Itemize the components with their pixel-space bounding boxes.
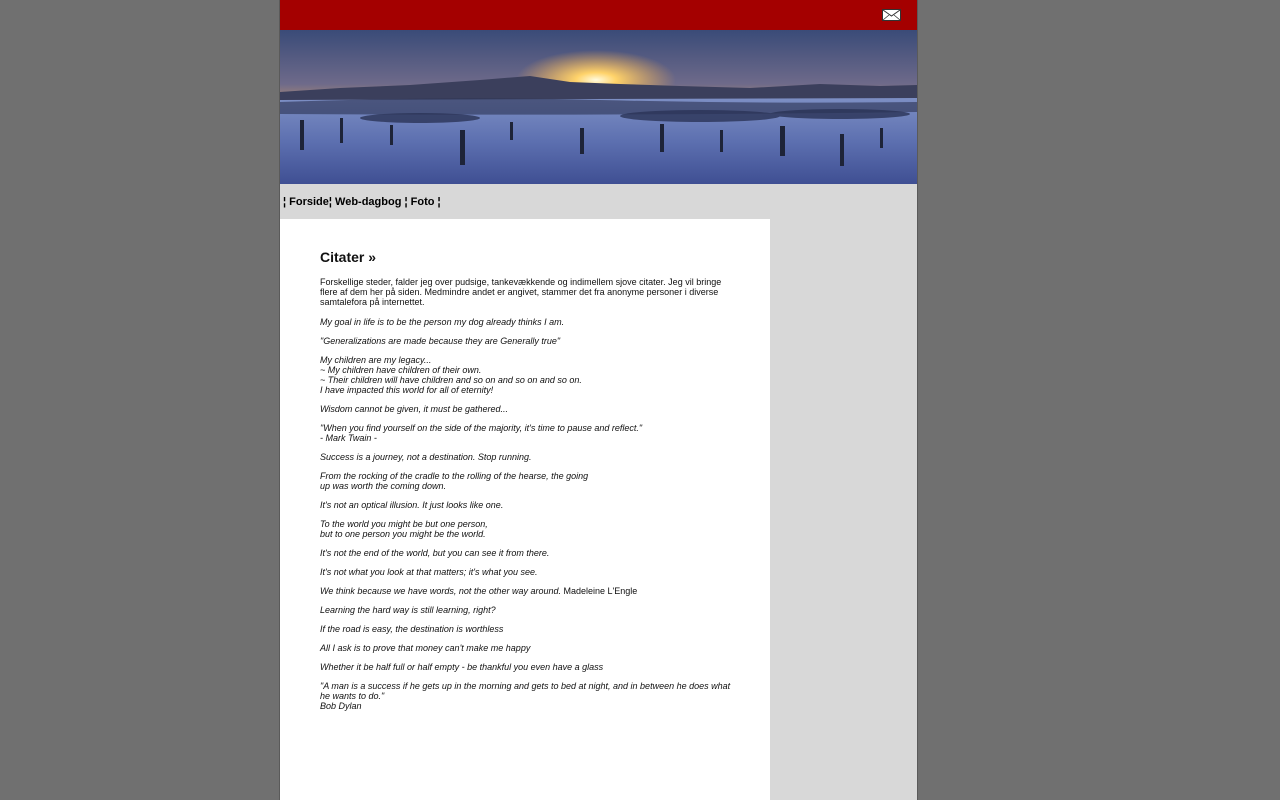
quote-line: All I ask is to prove that money can't make me happy [320, 643, 531, 653]
quote-item [320, 355, 732, 395]
quote-line: Whether it be half full or half empty - be thankful you even have a glass [320, 662, 604, 672]
quote-item [320, 662, 732, 672]
quote-item [320, 605, 732, 615]
winter-sunset-banner [280, 30, 917, 184]
main-nav [283, 196, 441, 208]
quote-line: ~ My children have children of their own. [320, 365, 482, 375]
quote-item [320, 624, 732, 634]
quote-item [320, 423, 732, 443]
quote-line: "A man is a success if he gets up in the morning and gets to bed at night, and in between he does what he wants to do." [320, 681, 731, 701]
quote-line: Wisdom cannot be given, it must be gathered... [320, 404, 509, 414]
quote-line: My goal in life is to be the person my dog already thinks I am. [320, 317, 565, 327]
nav-link-web-dagbog[interactable]: Web-dagbog [335, 196, 402, 208]
nav-separator: ¦ [328, 196, 336, 208]
quote-line: Learning the hard way is still learning, right? [320, 605, 496, 615]
quote-item [320, 471, 732, 491]
main-content [280, 219, 770, 800]
quote-item [320, 336, 732, 346]
quote-line: I have impacted this world for all of eternity! [320, 385, 494, 395]
quote-line: From the rocking of the cradle to the rolling of the hearse, the going [320, 471, 589, 481]
right-sidebar [770, 184, 917, 800]
quote-line: Bob Dylan [320, 701, 362, 711]
content-inner [320, 249, 732, 720]
quote-line: up was worth the coming down. [320, 481, 447, 491]
quote-line: If the road is easy, the destination is worthless [320, 624, 504, 634]
quote-item [320, 404, 732, 414]
envelope-icon[interactable] [882, 9, 901, 21]
quote-item [320, 548, 732, 558]
quote-line: "When you find yourself on the side of the majority, it's time to pause and reflect." [320, 423, 643, 433]
quote-item [320, 643, 732, 653]
nav-link-forside[interactable]: Forside [289, 196, 329, 208]
nav-separator: ¦ [283, 196, 290, 208]
quote-line: My children are my legacy... [320, 355, 432, 365]
quote-line: It's not the end of the world, but you can see it from there. [320, 548, 550, 558]
nav-link-foto[interactable]: Foto [410, 196, 435, 208]
quote-item [320, 500, 732, 510]
quote-line: "Generalizations are made because they are Generally true" [320, 336, 561, 346]
page-container [279, 0, 918, 800]
quote-list [320, 317, 732, 711]
quote-item [320, 567, 732, 577]
quote-line: It's not what you look at that matters; it's what you see. [320, 567, 538, 577]
quote-line: but to one person you might be the world. [320, 529, 486, 539]
intro-text: Forskellige steder, falder jeg over pudsige, tankevækkende og indimellem sjove citater. Jeg vil bringe flere af dem her på siden. Medmindre andet er angivet, stammer det fra anonyme personer i diverse samtalefora på internettet. [320, 277, 722, 307]
quote-line: - Mark Twain - [320, 433, 377, 443]
navigation-bar [280, 184, 770, 219]
quote-item [320, 519, 732, 539]
quote-item [320, 452, 732, 462]
quote-item [320, 681, 732, 711]
top-bar [280, 0, 917, 30]
quote-item [320, 586, 732, 596]
quote-line: ~ Their children will have children and so on and so on and so on. [320, 375, 582, 385]
page-title: Citater » [320, 249, 377, 265]
nav-separator: ¦ [434, 196, 441, 208]
nav-separator: ¦ [401, 196, 411, 208]
quote-line: Success is a journey, not a destination. Stop running. [320, 452, 532, 462]
quote-author: Madeleine L'Engle [560, 586, 638, 596]
quote-item [320, 317, 732, 327]
quote-line: We think because we have words, not the other way around. Madeleine L'Engle [320, 586, 638, 596]
quote-line: It's not an optical illusion. It just looks like one. [320, 500, 504, 510]
quote-line: To the world you might be but one person, [320, 519, 488, 529]
